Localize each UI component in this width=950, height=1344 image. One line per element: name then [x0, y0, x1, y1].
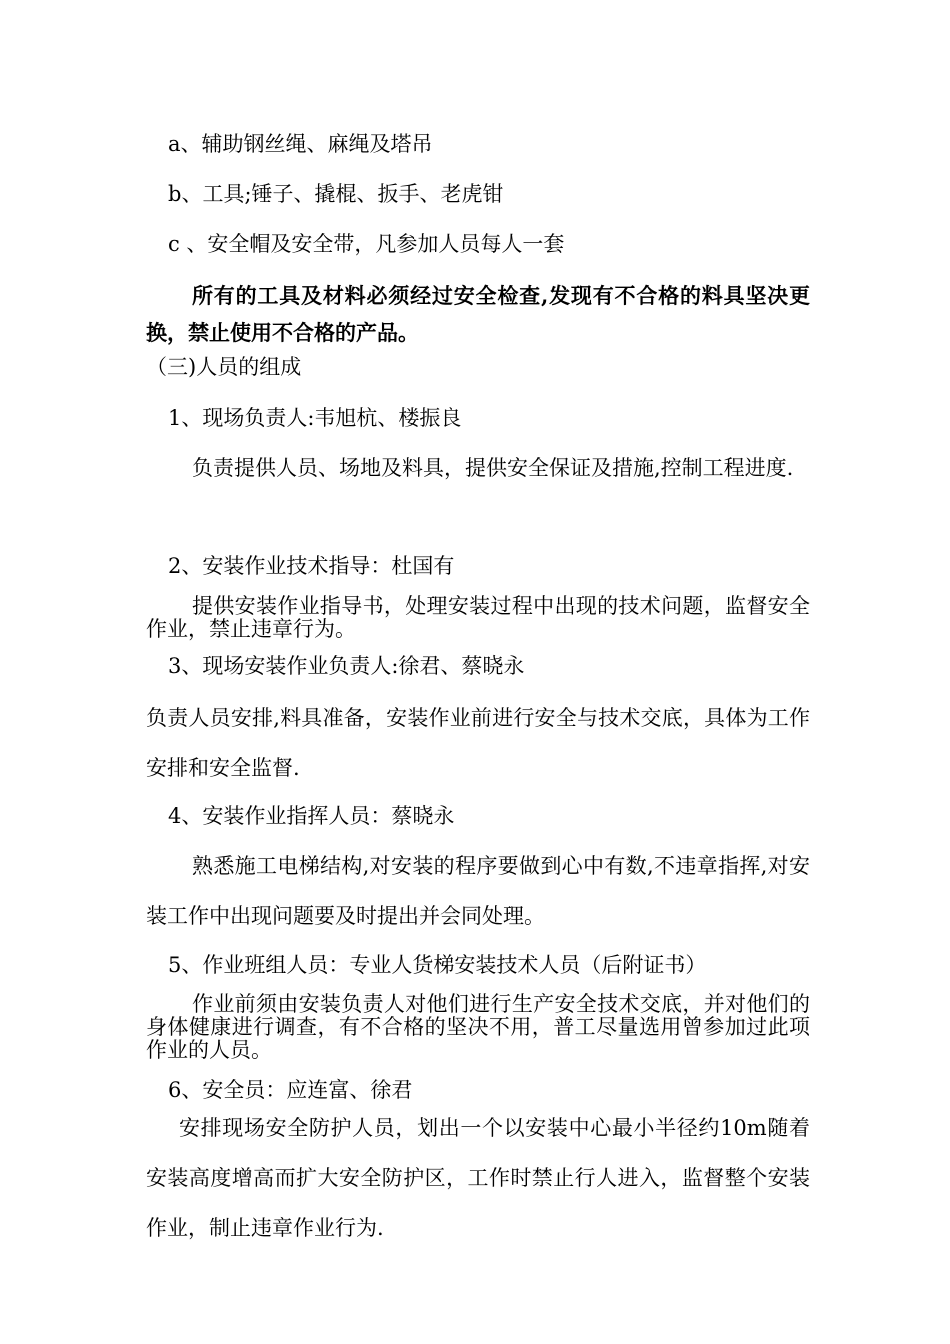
person-3-description: 负责人员安排,料具准备，安装作业前进行安全与技术交底，具体为工作安排和安全监督.: [146, 706, 810, 780]
person-2-title: 2、安装作业技术指导：杜国有: [168, 554, 455, 578]
safety-check-note: 所有的工具及材料必须经过安全检查,发现有不合格的料具坚决更换，禁止使用不合格的产品。: [146, 283, 810, 345]
person-5-description: 作业前须由安装负责人对他们进行生产安全技术交底，并对他们的身体健康进行调查，有不合格的坚决不用，普工尽量选用曾参加过此项作业的人员。: [146, 992, 810, 1062]
tool-item-c: c 、安全帽及安全带，凡参加人员每人一套: [168, 232, 565, 256]
tool-item-a: a、辅助钢丝绳、麻绳及塔吊: [168, 132, 433, 156]
person-1-title: 1、现场负责人:韦旭杭、楼振良: [168, 406, 462, 430]
person-6-title: 6、安全员：应连富、徐君: [168, 1078, 413, 1102]
person-4-description: 熟悉施工电梯结构,对安装的程序要做到心中有数,不违章指挥,对安装工作中出现问题要及时提出并会同处理。: [146, 854, 810, 928]
person-5-title: 5、作业班组人员：专业人货梯安装技术人员（后附证书）: [168, 953, 707, 977]
person-6-description: 安排现场安全防护人员，划出一个以安装中心最小半径约10m随着安装高度增高而扩大安全防护区，工作时禁止行人进入，监督整个安装作业，制止违章作业行为.: [146, 1116, 810, 1240]
person-3-title: 3、现场安装作业负责人:徐君、蔡晓永: [168, 654, 525, 678]
person-4-title: 4、安装作业指挥人员：蔡晓永: [168, 804, 455, 828]
section-heading-personnel: （三)人员的组成: [146, 355, 302, 379]
tool-item-b: b、工具;锤子、撬棍、扳手、老虎钳: [168, 182, 504, 206]
person-2-description: 提供安装作业指导书，处理安装过程中出现的技术问题，监督安全作业，禁止违章行为。: [146, 594, 810, 641]
person-1-description: 负责提供人员、场地及料具，提供安全保证及措施,控制工程进度.: [192, 456, 794, 480]
